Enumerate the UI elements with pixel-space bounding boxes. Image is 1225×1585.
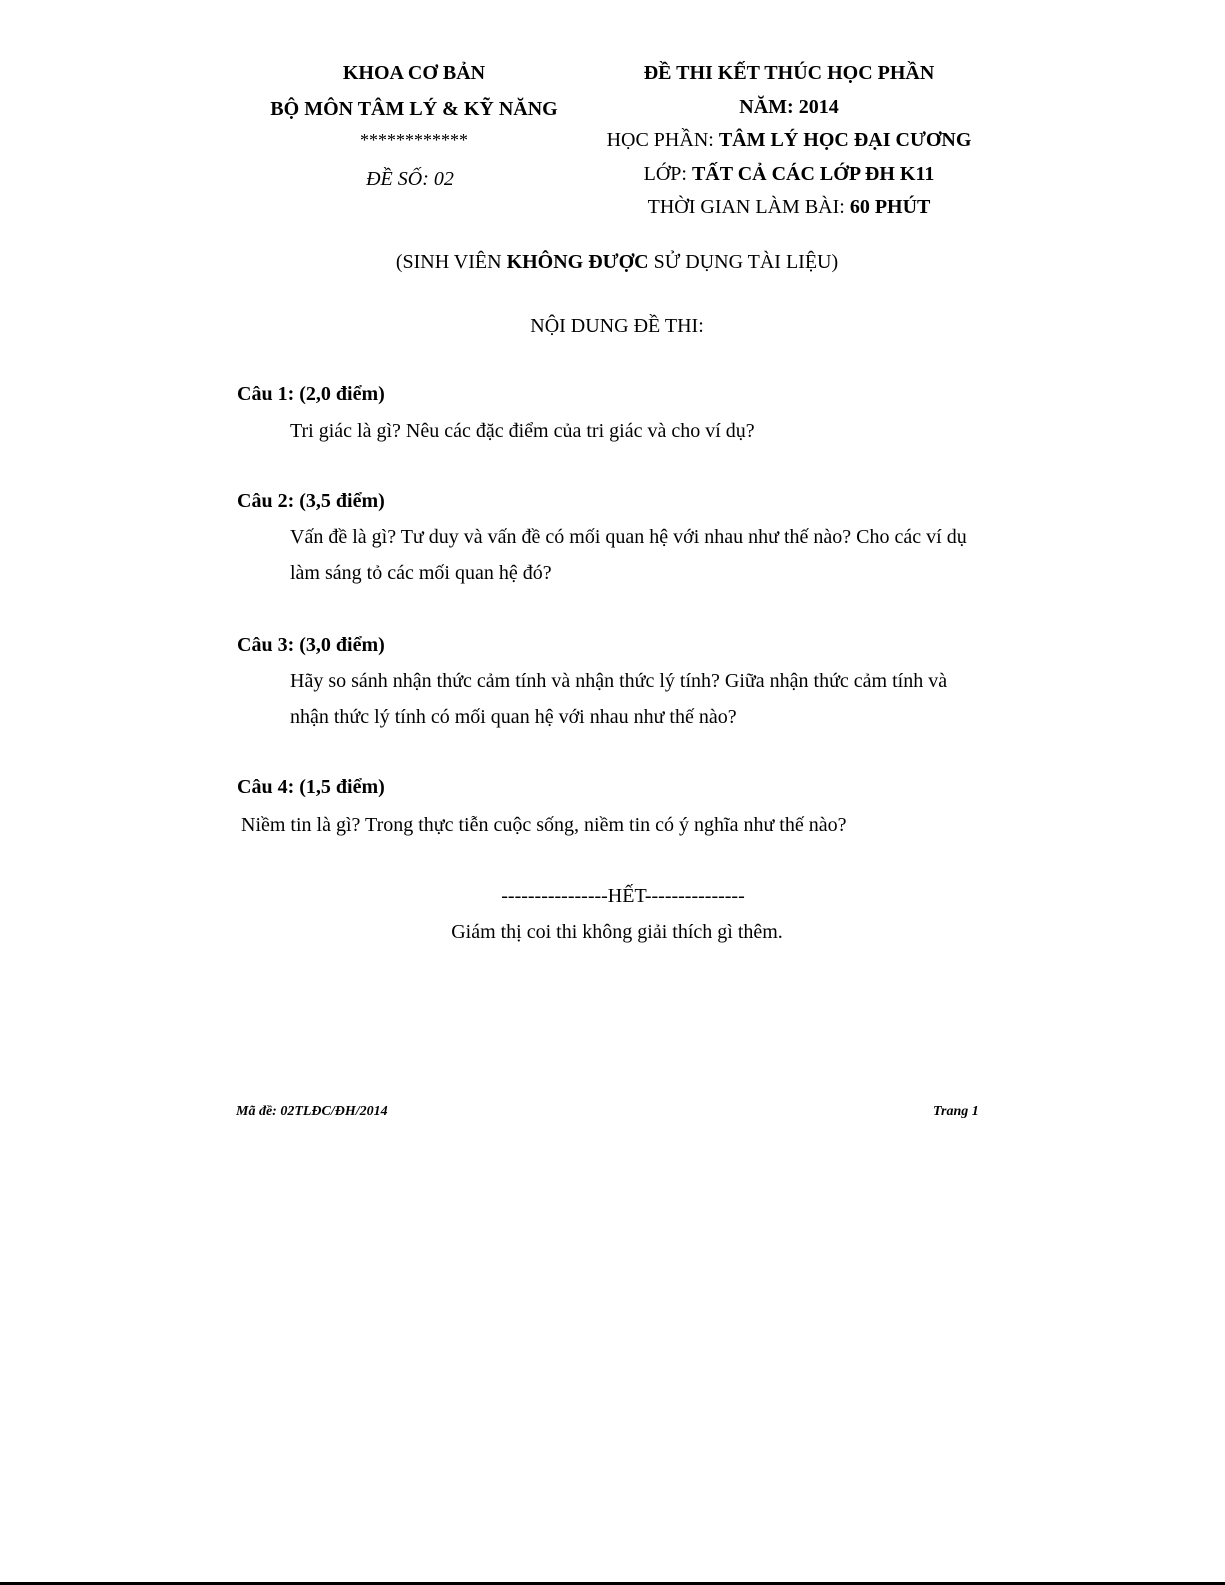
department-name: BỘ MÔN TÂM LÝ & KỸ NĂNG [270,98,558,120]
exam-number: ĐỀ SỐ: 02 [366,168,454,190]
time-value: 60 PHÚT [849,196,931,218]
exam-year: NĂM: 2014 [739,96,839,118]
course-value: TÂM LÝ HỌC ĐẠI CƯƠNG [718,129,972,151]
end-marker: ----------------HẾT--------------- [501,885,745,907]
course-line [607,129,972,152]
time-line [648,196,931,219]
materials-notice [396,251,838,274]
class-label: LỚP: [643,163,692,185]
question-1-text: Tri giác là gì? Nêu các đặc điểm của tri giác và cho ví dụ? [290,420,755,442]
class-line [644,163,935,186]
notice-emphasis: KHÔNG ĐƯỢC [506,251,649,273]
course-label: HỌC PHẦN: [606,129,719,151]
exam-title: ĐỀ THI KẾT THÚC HỌC PHẦN [643,62,935,84]
notice-suffix: SỬ DỤNG TÀI LIỆU) [648,251,839,273]
decorative-stars: ************ [360,130,468,150]
question-3-title: Câu 3: (3,0 điểm) [237,634,385,656]
content-heading: NỘI DUNG ĐỀ THI: [530,315,704,337]
question-3-text-line-1: Hãy so sánh nhận thức cảm tính và nhận thức lý tính? Giữa nhận thức cảm tính và [290,670,948,692]
notice-prefix: (SINH VIÊN [395,251,507,273]
faculty-name: KHOA CƠ BẢN [342,62,486,84]
question-2-text-line-2: làm sáng tỏ các mối quan hệ đó? [290,562,552,584]
exam-code: Mã đề: 02TLĐC/ĐH/2014 [236,1104,388,1119]
question-1-title: Câu 1: (2,0 điểm) [237,383,385,405]
question-2-text-line-1: Vấn đề là gì? Tư duy và vấn đề có mối quan hệ với nhau như thế nào? Cho các ví dụ [290,526,967,548]
question-3-text-line-2: nhận thức lý tính có mối quan hệ với nhau như thế nào? [290,706,737,728]
question-4-text: Niềm tin là gì? Trong thực tiễn cuộc sống, niềm tin có ý nghĩa như thế nào? [241,814,847,836]
question-4-title: Câu 4: (1,5 điểm) [237,776,385,798]
page-number: Trang 1 [933,1104,979,1119]
class-value: TẤT CẢ CÁC LỚP ĐH K11 [691,163,935,185]
time-label: THỜI GIAN LÀM BÀI: [647,196,850,218]
proctor-note: Giám thị coi thi không giải thích gì thêm. [451,921,783,943]
question-2-title: Câu 2: (3,5 điểm) [237,490,385,512]
